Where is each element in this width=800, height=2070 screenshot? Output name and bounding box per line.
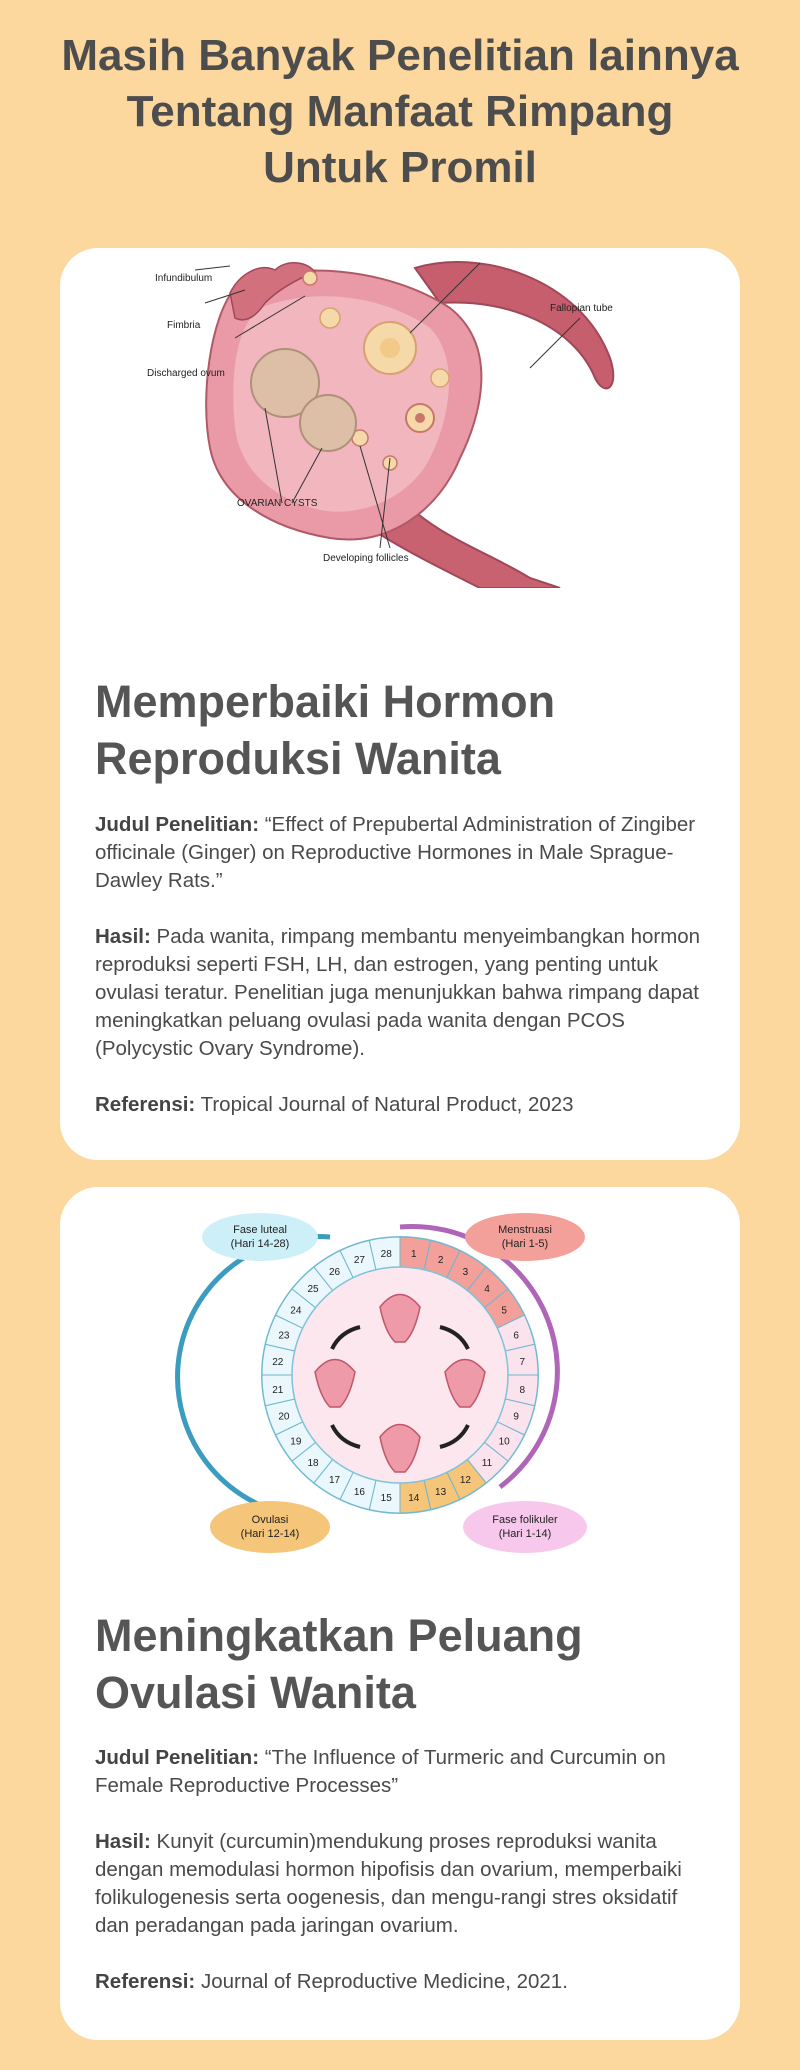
study-label: Judul Penelitian: — [95, 1746, 260, 1769]
luteal-phase-name: Fase luteal — [233, 1224, 287, 1236]
card-title-ovulation: Meningkatkan Peluang Ovulasi Wanita — [95, 1610, 583, 1718]
ovulation-days: (Hari 12-14) — [240, 1528, 300, 1540]
result-text: Kunyit (curcumin)mendukung proses reproduksi wanita dengan memodulasi hormon hipofisis dan ovarium, memperbaiki folikulogenesis serta oogenesis, dan mengu-rangi stres oksidatif dan peradangan pada jaringan ovarium. — [95, 1830, 682, 1937]
label-fallopian-tube: Fallopian tube — [550, 303, 613, 314]
ovulation-name: Ovulasi — [251, 1514, 289, 1526]
card-title-hormone: Memperbaiki Hormon Reproduksi Wanita — [95, 676, 556, 784]
menstruation-days: (Hari 1-5) — [501, 1238, 549, 1250]
follicular-phase-bubble — [463, 1501, 587, 1553]
study-paragraph — [95, 1744, 715, 1800]
day-number: 9 — [513, 1411, 519, 1423]
follicular-phase-name: Fase folikuler — [492, 1514, 558, 1526]
day-number: 1 — [410, 1248, 417, 1260]
day-number: 7 — [519, 1357, 526, 1369]
menstrual-cycle-diagram — [60, 1187, 740, 1557]
day-number: 16 — [353, 1487, 365, 1499]
label-discharged-ovum: Discharged ovum — [147, 368, 225, 379]
day-number: 11 — [481, 1457, 493, 1469]
follicular-phase-days: (Hari 1-14) — [498, 1528, 552, 1540]
day-number: 2 — [437, 1254, 444, 1266]
day-number: 18 — [307, 1457, 319, 1469]
result-paragraph — [95, 923, 715, 1063]
label-developing-follicles: Developing follicles — [323, 553, 409, 564]
day-number: 20 — [278, 1411, 290, 1423]
reference-paragraph — [95, 1968, 715, 1996]
reference-label: Referensi: — [95, 1970, 196, 1993]
result-text: Pada wanita, rimpang membantu menyeimbangkan hormon reproduksi seperti FSH, LH, dan estrogen, yang penting untuk ovulasi teratur. Penelitian juga menunjukkan bahwa rimpang dapat meningkatkan peluang ovulasi pada wanita dengan PCOS (Polycystic Ovary Syndrome). — [95, 925, 701, 1060]
day-number: 3 — [462, 1266, 469, 1278]
reference-text: Tropical Journal of Natural Product, 2023 — [200, 1093, 574, 1116]
day-number: 25 — [307, 1284, 319, 1296]
day-number: 8 — [519, 1384, 526, 1396]
day-number: 26 — [328, 1266, 341, 1278]
reference-paragraph — [95, 1091, 715, 1119]
day-number: 23 — [278, 1330, 290, 1342]
day-number: 17 — [328, 1475, 341, 1487]
ovulation-bubble — [210, 1501, 330, 1553]
luteal-phase-bubble — [202, 1213, 318, 1261]
study-text: “Effect of Prepubertal Administration of Zingiber officinale (Ginger) on Reproductive Hormones in Male Sprague-Dawley Rats.” — [95, 813, 696, 892]
day-number: 13 — [435, 1487, 447, 1499]
label-infundibulum: Infundibulum — [155, 273, 213, 284]
day-number: 21 — [272, 1384, 284, 1396]
day-number: 24 — [290, 1305, 302, 1317]
study-label: Judul Penelitian: — [95, 813, 260, 836]
day-number: 4 — [484, 1284, 490, 1296]
day-number: 10 — [498, 1436, 510, 1448]
result-label: Hasil: — [95, 925, 151, 948]
research-card-ovulation — [60, 1187, 740, 2040]
luteal-phase-days: (Hari 14-28) — [230, 1238, 290, 1250]
menstruation-name: Menstruasi — [498, 1224, 552, 1236]
ovary-anatomy-illustration — [60, 248, 740, 588]
day-number: 27 — [353, 1254, 365, 1266]
reference-label: Referensi: — [95, 1093, 196, 1116]
day-number: 15 — [380, 1493, 392, 1505]
day-number: 12 — [459, 1475, 472, 1487]
day-number: 14 — [408, 1493, 420, 1505]
result-paragraph — [95, 1828, 715, 1940]
reference-text: Journal of Reproductive Medicine, 2021. — [200, 1970, 568, 1993]
day-number: 28 — [380, 1248, 392, 1260]
research-card-hormone — [60, 248, 740, 1160]
page-title: Masih Banyak Penelitian lainnya Tentang Manfaat Rimpang Untuk Promil — [61, 31, 739, 192]
label-fimbria: Fimbria — [167, 320, 201, 331]
label-ovarian-cysts: OVARIAN CYSTS — [237, 498, 318, 509]
study-text: “The Influence of Turmeric and Curcumin on Female Reproductive Processes” — [95, 1746, 666, 1797]
card-body-hormone — [95, 811, 715, 1147]
day-number: 6 — [513, 1330, 519, 1342]
day-number: 22 — [272, 1357, 284, 1369]
study-paragraph — [95, 811, 715, 895]
menstruation-bubble — [465, 1213, 585, 1261]
day-number: 19 — [290, 1436, 302, 1448]
day-number: 5 — [501, 1305, 507, 1317]
card-body-ovulation — [95, 1744, 715, 2024]
result-label: Hasil: — [95, 1830, 151, 1853]
